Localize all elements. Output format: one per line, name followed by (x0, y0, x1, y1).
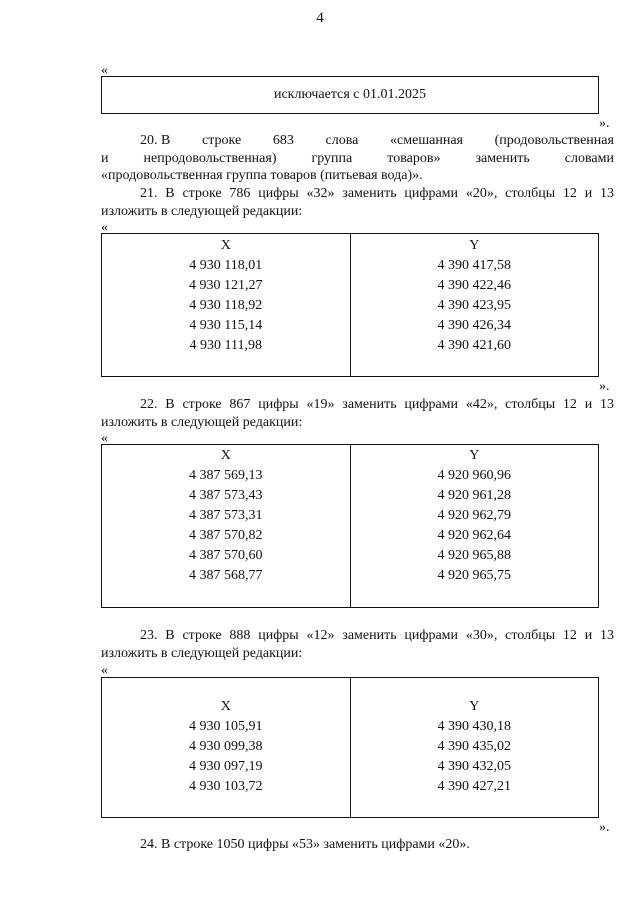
y-column (350, 234, 599, 376)
item20-word: слова (325, 133, 359, 148)
open-quote: « (101, 220, 108, 235)
y-header: Y (469, 699, 480, 714)
x-header: X (220, 448, 231, 463)
coordinates-table-23 (101, 677, 599, 818)
item20-word: «смешанная (390, 133, 463, 148)
y-cell: 4 390 435,02 (437, 739, 511, 754)
item20-word: товаров» (387, 151, 441, 166)
x-column (102, 234, 350, 376)
item20-word: группа (311, 151, 353, 166)
open-quote: « (101, 63, 108, 78)
item21-line1: 21. В строке 786 цифры «32» заменить цифрами «20», столбцы 12 и 13 (140, 186, 614, 201)
x-cell: 4 930 103,72 (189, 779, 263, 794)
open-quote: « (101, 431, 108, 446)
x-cell: 4 930 105,91 (189, 719, 263, 734)
x-header: X (220, 699, 231, 714)
y-header: Y (469, 238, 480, 253)
x-cell: 4 387 570,82 (189, 528, 263, 543)
page-number: 4 (316, 10, 324, 26)
item22-line2: изложить в следующей редакции: (101, 415, 303, 430)
item23-line2: изложить в следующей редакции: (101, 646, 303, 661)
x-cell: 4 930 121,27 (189, 278, 263, 293)
y-cell: 4 920 965,88 (437, 548, 511, 563)
excluded-box (101, 76, 599, 114)
item20-word: (продовольственная (494, 133, 614, 148)
y-cell: 4 390 426,34 (437, 318, 511, 333)
item20-line1 (140, 132, 614, 150)
item21-line2: изложить в следующей редакции: (101, 204, 303, 219)
y-cell: 4 390 427,21 (437, 779, 511, 794)
item20-line3: «продовольственная группа товаров (питьевая вода)». (101, 168, 423, 183)
y-cell: 4 920 962,64 (437, 528, 511, 543)
y-cell: 4 390 417,58 (437, 258, 511, 273)
open-quote: « (101, 663, 108, 678)
y-cell: 4 920 961,28 (437, 488, 511, 503)
y-cell: 4 390 422,46 (437, 278, 511, 293)
x-column (102, 445, 350, 607)
x-cell: 4 930 099,38 (189, 739, 263, 754)
x-header: X (220, 238, 231, 253)
y-cell: 4 920 960,96 (437, 468, 511, 483)
y-cell: 4 920 962,79 (437, 508, 511, 523)
item22-line1: 22. В строке 867 цифры «19» заменить цифрами «42», столбцы 12 и 13 (140, 397, 614, 412)
x-cell: 4 930 097,19 (189, 759, 263, 774)
x-cell: 4 387 573,31 (189, 508, 263, 523)
item24-line1: 24. В строке 1050 цифры «53» заменить цифрами «20». (140, 837, 470, 852)
item20-line2 (101, 150, 614, 168)
x-column (102, 678, 350, 817)
item23-line1: 23. В строке 888 цифры «12» заменить цифрами «30», столбцы 12 и 13 (140, 628, 614, 643)
item20-word: непродовольственная) (143, 151, 277, 166)
close-quote: ». (599, 379, 610, 394)
y-header: Y (469, 448, 480, 463)
coordinates-table-22 (101, 444, 599, 608)
item20-word: заменить (475, 151, 530, 166)
x-cell: 4 387 568,77 (189, 568, 263, 583)
item20-word: строке (202, 133, 242, 148)
x-cell: 4 930 111,98 (189, 338, 262, 353)
coordinates-table-21 (101, 233, 599, 377)
x-cell: 4 387 570,60 (189, 548, 263, 563)
close-quote: ». (599, 820, 610, 835)
item20-word: словами (564, 151, 614, 166)
y-column (350, 678, 599, 817)
x-cell: 4 387 569,13 (189, 468, 263, 483)
y-cell: 4 390 430,18 (437, 719, 511, 734)
y-cell: 4 920 965,75 (437, 568, 511, 583)
close-quote: ». (599, 116, 610, 131)
x-cell: 4 387 573,43 (189, 488, 263, 503)
x-cell: 4 930 118,01 (189, 258, 263, 273)
y-column (350, 445, 599, 607)
y-cell: 4 390 421,60 (437, 338, 511, 353)
x-cell: 4 930 115,14 (189, 318, 263, 333)
y-cell: 4 390 423,95 (437, 298, 511, 313)
item20-word: 20. В (140, 133, 171, 148)
y-cell: 4 390 432,05 (437, 759, 511, 774)
excluded-text: исключается с 01.01.2025 (273, 87, 427, 102)
item20-word: 683 (272, 133, 294, 148)
x-cell: 4 930 118,92 (189, 298, 263, 313)
item20-word: и (101, 151, 109, 166)
